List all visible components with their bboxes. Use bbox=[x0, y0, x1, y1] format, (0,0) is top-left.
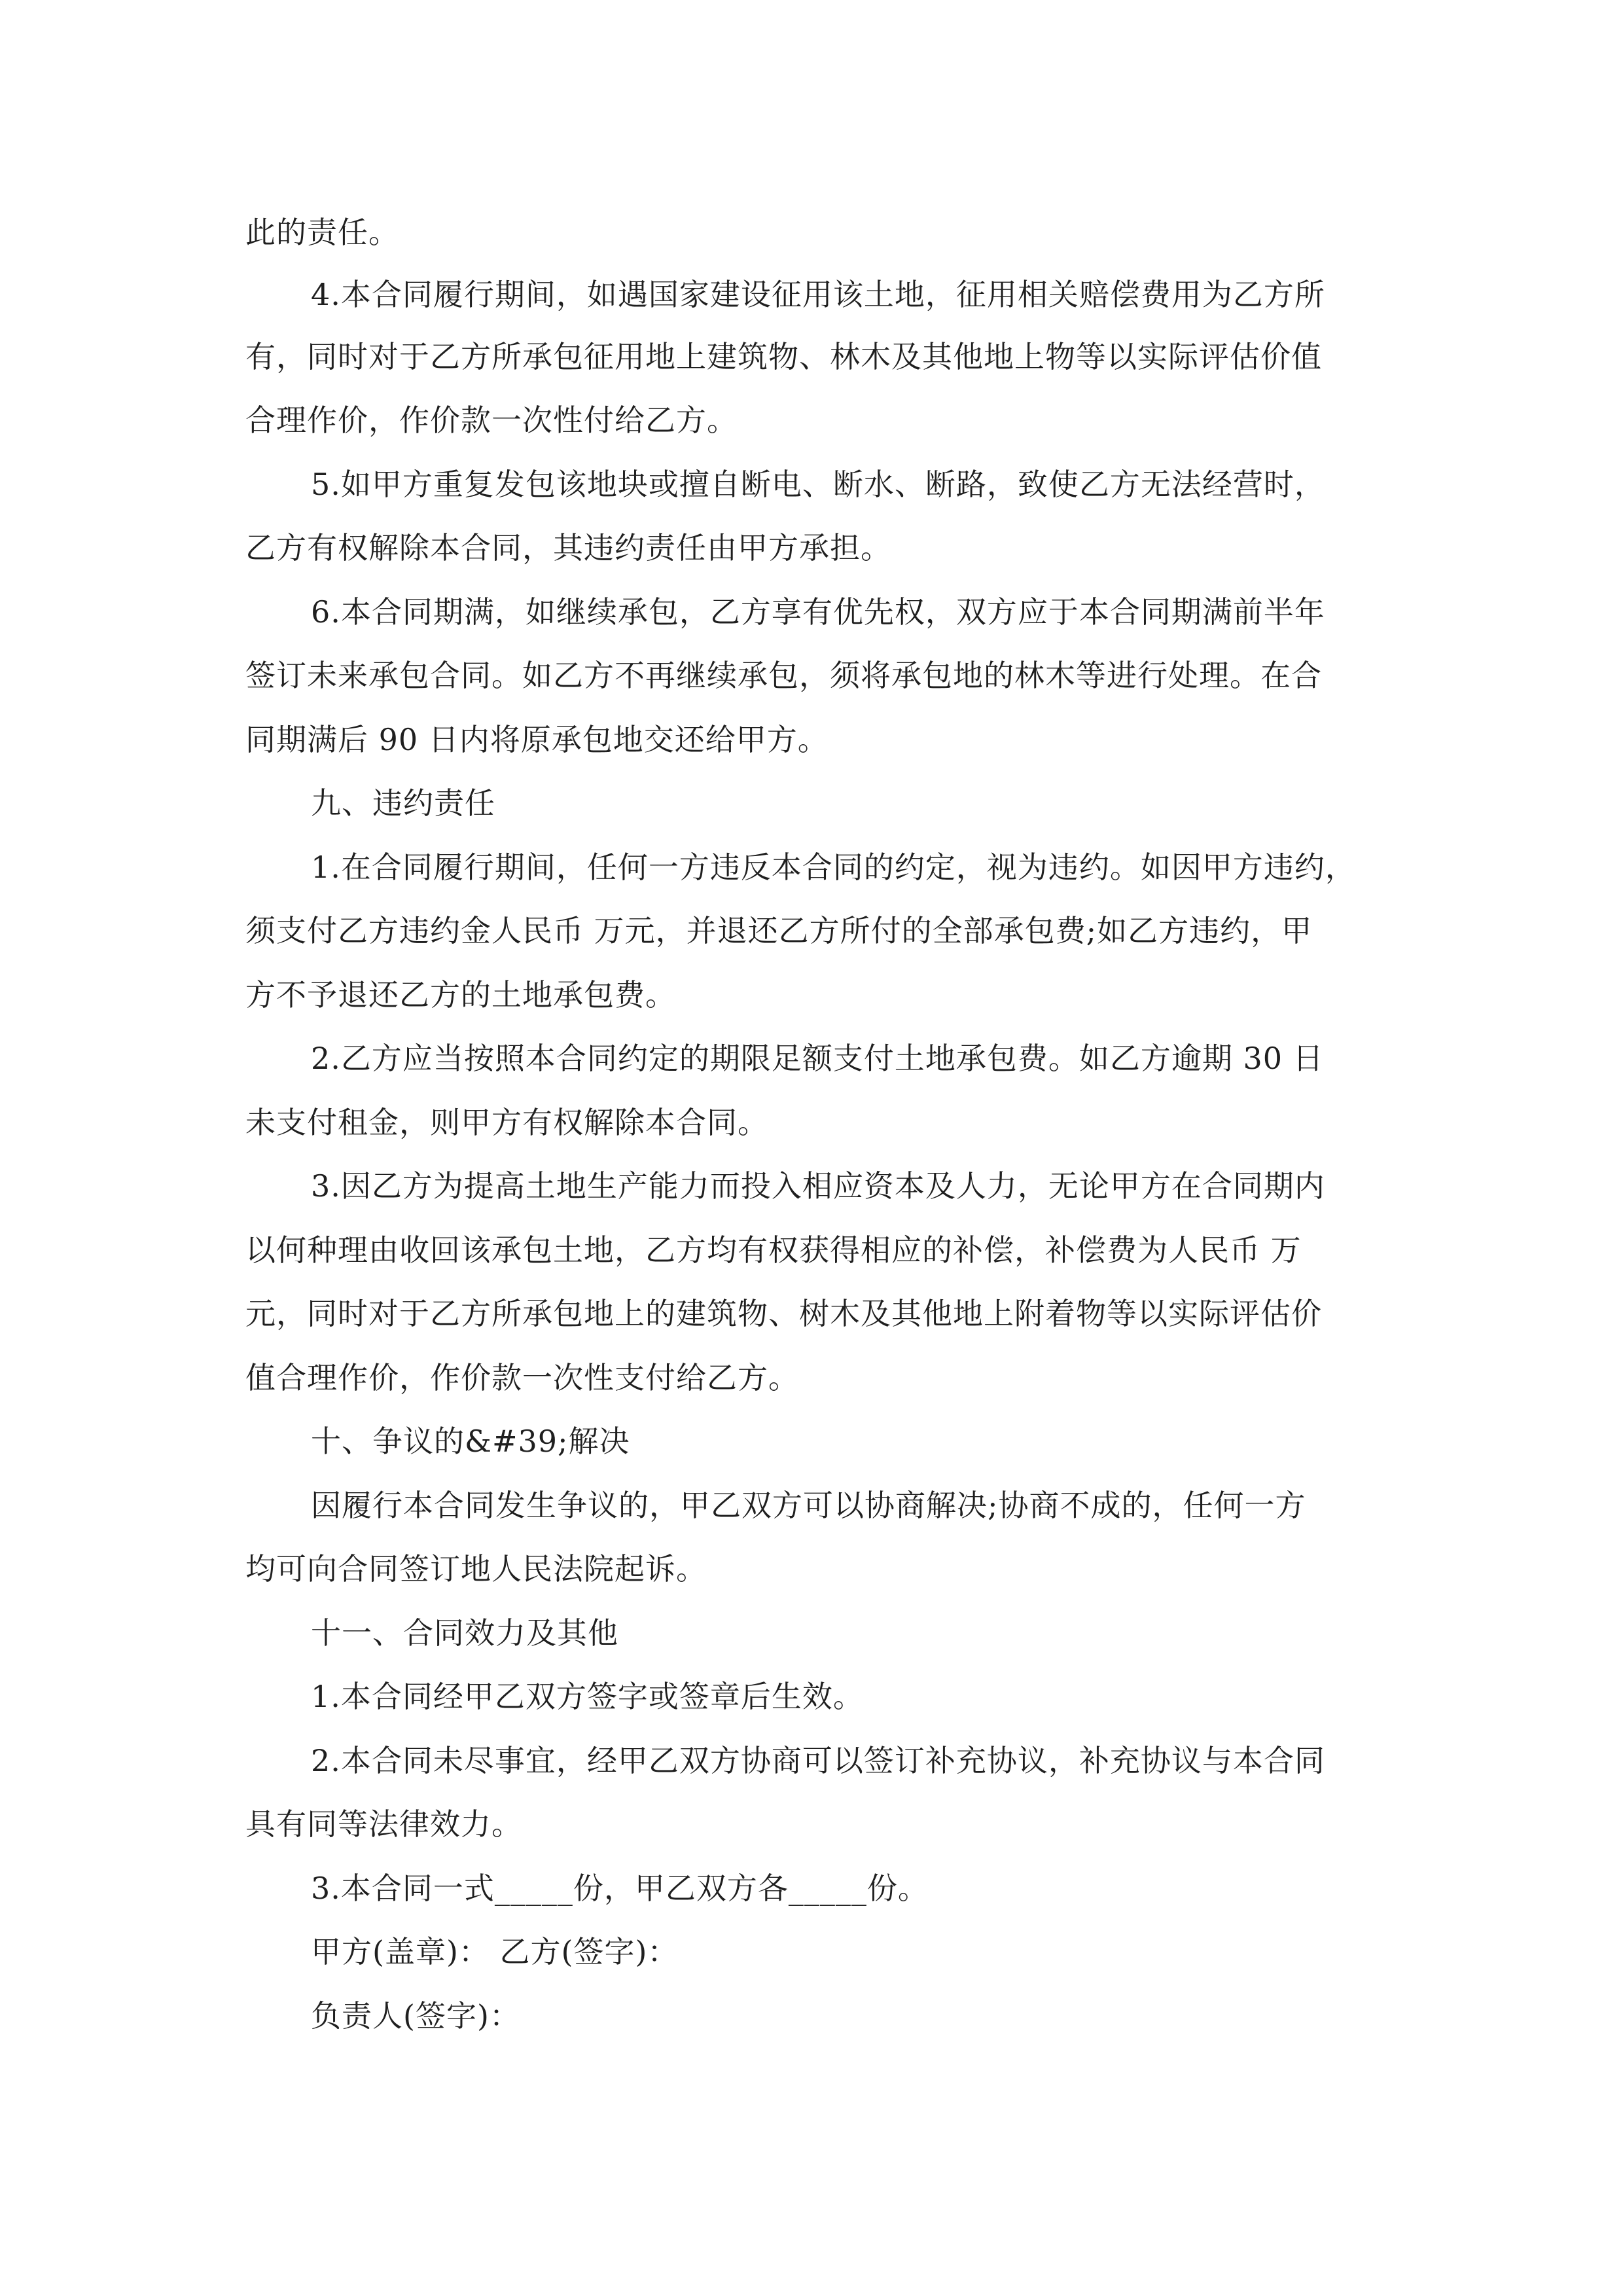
clause-8-5: 5.如甲方重复发包该地块或擅自断电、断水、断路，致使乙方无法经营时， bbox=[311, 467, 1325, 502]
text-line: 乙方有权解除本合同，其违约责任由甲方承担。 bbox=[245, 530, 891, 565]
clause-11-2: 2.本合同未尽事宜，经甲乙双方协商可以签订补充协议，补充协议与本合同 bbox=[311, 1743, 1325, 1778]
text-line: 元，同时对于乙方所承包地上的建筑物、树木及其他地上附着物等以实际评估价 bbox=[245, 1296, 1322, 1331]
clause-9-3: 3.因乙方为提高土地生产能力而投入相应资本及人力，无论甲方在合同期内 bbox=[311, 1168, 1325, 1204]
section-heading-10: 十、争议的&#39;解决 bbox=[311, 1424, 630, 1459]
signature-party-line: 甲方(盖章)： 乙方(签字)： bbox=[311, 1934, 679, 1969]
text-line: 此的责任。 bbox=[245, 215, 399, 250]
clause-11-1: 1.本合同经甲乙双方签字或签章后生效。 bbox=[311, 1679, 864, 1714]
text-line: 未支付租金，则甲方有权解除本合同。 bbox=[245, 1105, 768, 1140]
text-line: 有，同时对于乙方所承包征用地上建筑物、林木及其他地上物等以实际评估价值 bbox=[245, 339, 1322, 374]
clause-8-4: 4.本合同履行期间，如遇国家建设征用该土地，征用相关赔偿费用为乙方所 bbox=[311, 277, 1325, 312]
signature-responsible-line: 负责人(签字)： bbox=[311, 1998, 520, 2034]
clause-9-1: 1.在合同履行期间，任何一方违反本合同的约定，视为违约。如因甲方违约， bbox=[311, 850, 1356, 885]
clause-11-3: 3.本合同一式_____份，甲乙双方各_____份。 bbox=[311, 1871, 929, 1906]
clause-8-6: 6.本合同期满，如继续承包，乙方享有优先权，双方应于本合同期满前半年 bbox=[311, 594, 1325, 630]
text-line: 合理作价，作价款一次性付给乙方。 bbox=[245, 403, 738, 438]
text-line: 以何种理由收回该承包土地，乙方均有权获得相应的补偿，补偿费为人民币 万 bbox=[245, 1232, 1302, 1268]
clause-9-2: 2.乙方应当按照本合同约定的期限足额支付土地承包费。如乙方逾期 30 日 bbox=[311, 1041, 1324, 1076]
text-line: 具有同等法律效力。 bbox=[245, 1806, 522, 1842]
section-heading-11: 十一、合同效力及其他 bbox=[311, 1615, 618, 1651]
clause-10-text: 因履行本合同发生争议的，甲乙双方可以协商解决;协商不成的，任何一方 bbox=[311, 1488, 1306, 1523]
text-line: 值合理作价，作价款一次性支付给乙方。 bbox=[245, 1360, 799, 1395]
text-line: 均可向合同签订地人民法院起诉。 bbox=[245, 1551, 707, 1587]
section-heading-9: 九、违约责任 bbox=[311, 785, 495, 821]
text-line: 签订未来承包合同。如乙方不再继续承包，须将承包地的林木等进行处理。在合 bbox=[245, 658, 1322, 693]
text-line: 须支付乙方违约金人民币 万元，并退还乙方所付的全部承包费;如乙方违约，甲 bbox=[245, 913, 1313, 948]
text-line: 方不予退还乙方的土地承包费。 bbox=[245, 977, 676, 1013]
text-line: 同期满后 90 日内将原承包地交还给甲方。 bbox=[245, 722, 829, 757]
